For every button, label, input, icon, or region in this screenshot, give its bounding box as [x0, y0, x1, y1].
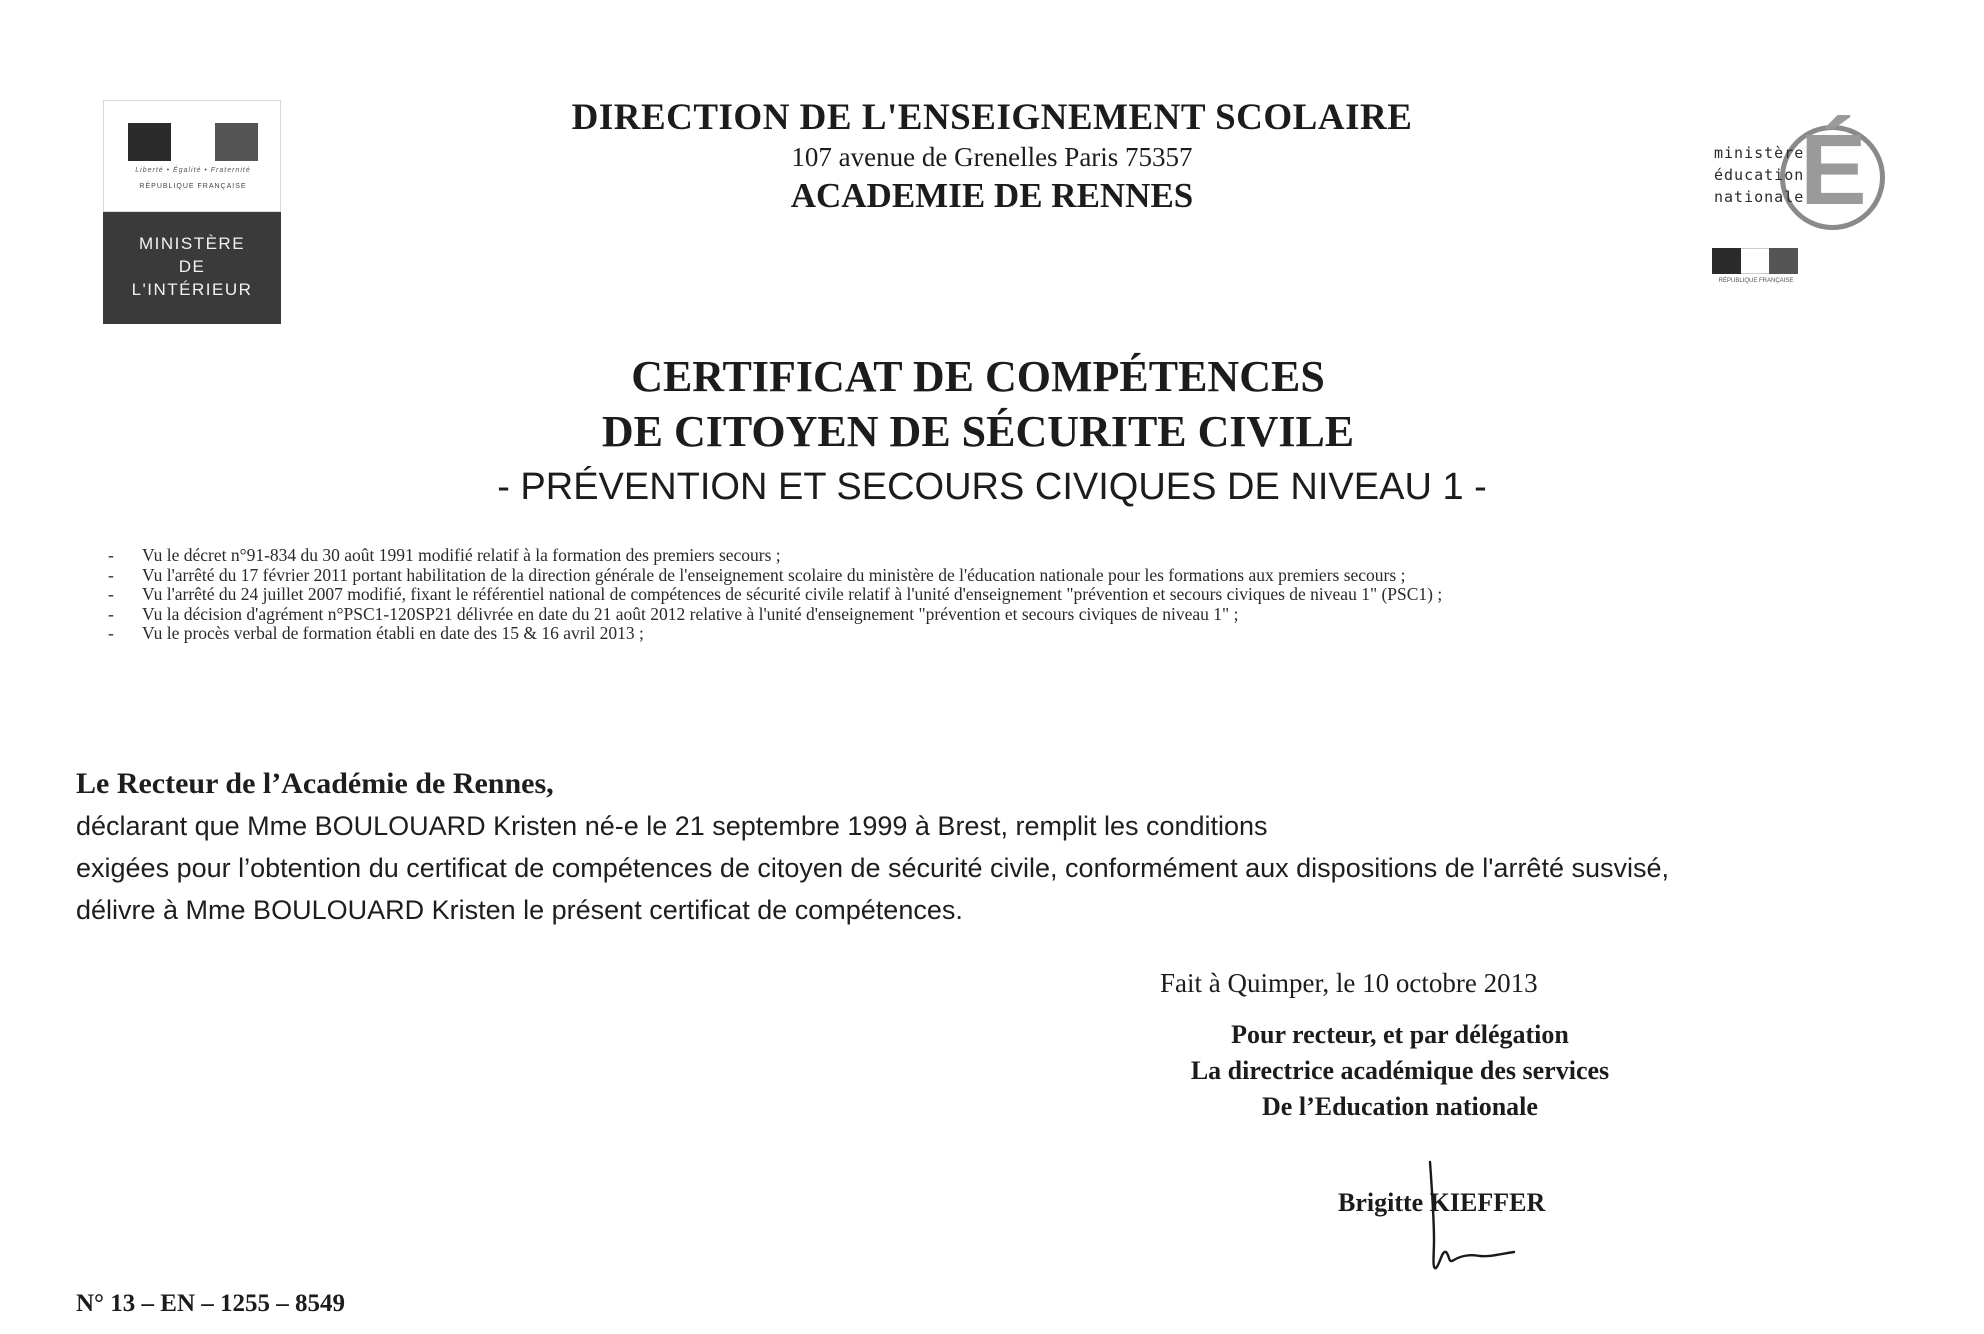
signatory-name: Brigitte KIEFFER	[1338, 1188, 1546, 1217]
delegation-line: Pour recteur, et par délégation	[1231, 1020, 1569, 1049]
logo-word: nationale	[1714, 188, 1805, 206]
logo-word: ministère	[1714, 144, 1805, 162]
republic-label: RÉPUBLIQUE FRANÇAISE	[139, 183, 247, 190]
logo-letter: É	[1800, 114, 1867, 226]
declaration-line: délivre à Mme BOULOUARD Kristen le présent certificat de compétences.	[76, 895, 963, 925]
republic-motto: Liberté • Égalité • Fraternité	[135, 167, 251, 174]
certificate-title-line2: DE CITOYEN DE SÉCURITE CIVILE	[601, 407, 1355, 456]
header-address: 107 avenue de Grenelles Paris 75357	[791, 142, 1193, 172]
place-and-date: Fait à Quimper, le 10 octobre 2013	[1160, 968, 1538, 998]
delegation-block	[1120, 1017, 1680, 1125]
delegation-line: La directrice académique des services	[1190, 1056, 1610, 1085]
recteur-heading: Le Recteur de l’Académie de Rennes,	[76, 767, 554, 800]
legal-reference-item: - Vu l'arrêté du 17 février 2011 portant habilitation de la direction générale de l'enseignement scolaire du ministère de l'éducation nationale pour les formations aux premiers secours ;	[108, 566, 1938, 586]
ministry-line: L'INTÉRIEUR	[131, 280, 253, 299]
logo-word: éducation	[1714, 166, 1805, 184]
declaration-line: exigées pour l’obtention du certificat de compétences de citoyen de sécurité civile, conformément aux dispositions de l'arrêté susvisé,	[76, 853, 1669, 883]
certificate-number: N° 13 – EN – 1255 – 8549	[76, 1290, 346, 1317]
ministry-line: MINISTÈRE	[138, 234, 246, 253]
declaration-line: déclarant que Mme BOULOUARD Kristen né-e le 21 septembre 1999 à Brest, remplit les conditions	[76, 811, 1268, 841]
header-title: DIRECTION DE L'ENSEIGNEMENT SCOLAIRE	[571, 97, 1413, 138]
delegation-line: De l’Education nationale	[1262, 1092, 1538, 1121]
ministry-line: DE	[178, 257, 206, 276]
header-academy: ACADEMIE DE RENNES	[790, 176, 1194, 215]
declaration-paragraph	[76, 763, 1936, 931]
legal-reference-item: - Vu le décret n°91-834 du 30 août 1991 modifié relatif à la formation des premiers secours ;	[108, 546, 1938, 566]
legal-references-list	[108, 546, 1938, 644]
handwritten-signature	[1420, 1160, 1540, 1280]
legal-reference-item: - Vu le procès verbal de formation établi en date des 15 & 16 avril 2013 ;	[108, 624, 1938, 644]
legal-reference-item: - Vu la décision d'agrément n°PSC1-120SP21 délivrée en date du 21 août 2012 relative à l'unité d'enseignement "prévention et secours civiques de niveau 1" ;	[108, 605, 1938, 625]
republic-label: RÉPUBLIQUE FRANÇAISE	[1718, 278, 1794, 284]
certificate-subtitle: - PRÉVENTION ET SECOURS CIVIQUES DE NIVEAU 1 -	[497, 466, 1487, 508]
ministry-name	[103, 212, 281, 324]
marianne-flag-icon	[1712, 248, 1798, 274]
legal-reference-item: - Vu l'arrêté du 24 juillet 2007 modifié, fixant le référentiel national de compétences de sécurité civile relatif à l'unité d'enseignement "prévention et secours civiques de niveau 1" (PSC1) ;	[108, 585, 1938, 605]
certificate-title-line1: CERTIFICAT DE COMPÉTENCES	[631, 352, 1325, 401]
